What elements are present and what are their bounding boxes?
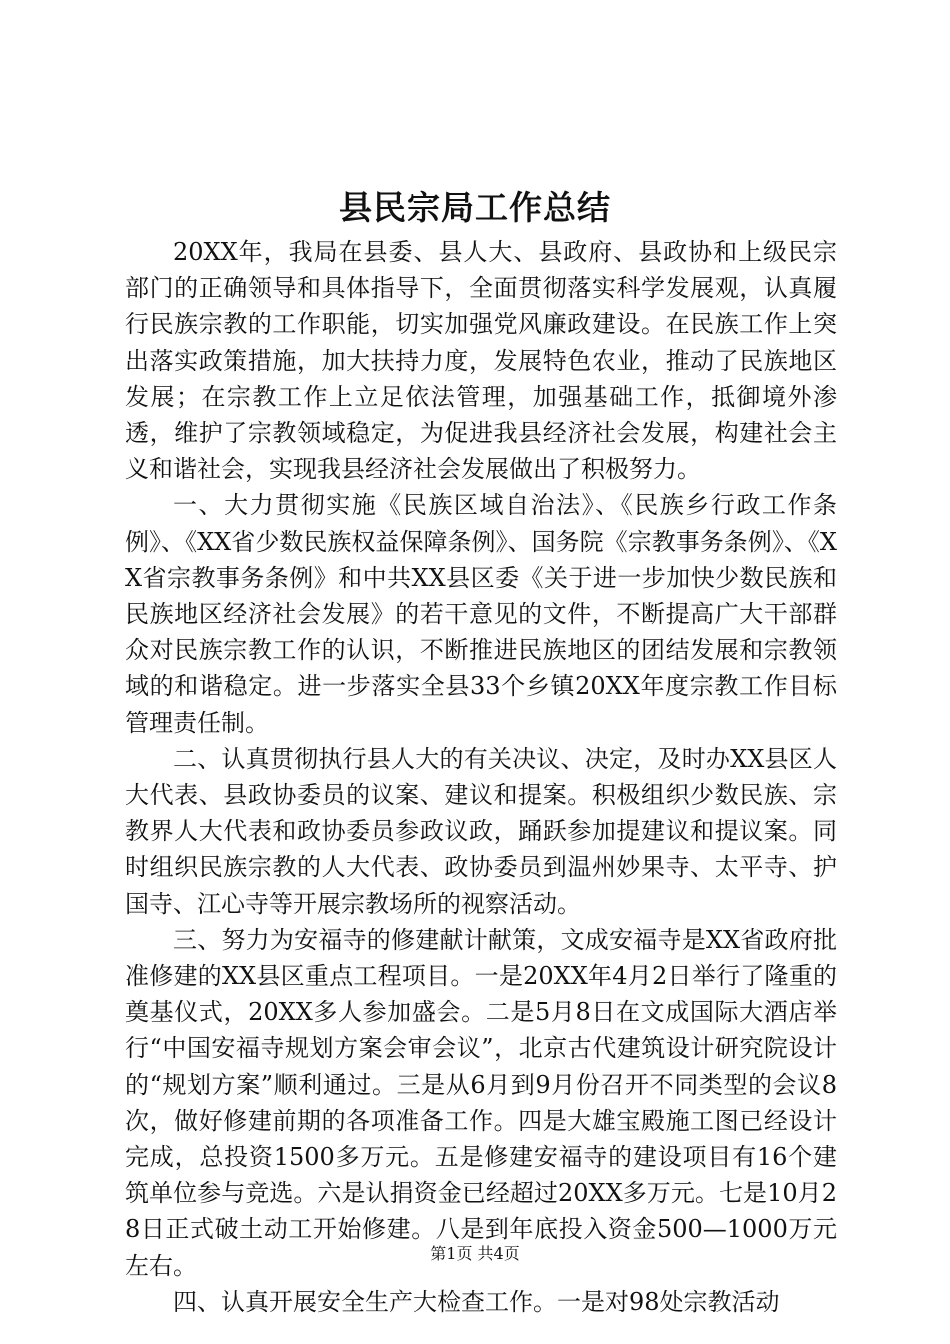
document-body [125,234,837,1320]
paragraph-section-4: 四、认真开展安全生产大检查工作。一是对98处宗教活动 [173,1287,780,1316]
paragraph-intro: 20XX年，我局在县委、县人大、县政府、县政协和上级民宗部门的正确领导和具体指导下，全面贯彻落实科学发展观，认真履行民族宗教的工作职能，切实加强党风廉政建设。在民族工作上突出落实政策措施，加大扶持力度，发展特色农业，推动了民族地区发展；在宗教工作上立足依法管理，加强基础工作，抵御境外渗透，维护了宗教领域稳定，为促进我县经济社会发展，构建社会主义和谐社会，实现我县经济社会发展做出了积极努力。 [125,238,837,484]
paragraph-section-3: 三、努力为安福寺的修建献计献策，文成安福寺是XX省政府批准修建的XX县区重点工程项目。一是20XX年4月2日举行了隆重的奠基仪式，20XX多人参加盛会。二是5月8日在文成国际大酒店举行“中国安福寺规划方案会审会议”，北京古代建筑设计研究院设计的“规划方案”顺利通过。三是从6月到9月份召开不同类型的会议8次，做好修建前期的各项准备工作。四是大雄宝殿施工图已经设计完成，总投资1500多万元。五是修建安福寺的建设项目有16个建筑单位参与竞选。六是认捐资金已经超过20XX多万元。七是10月28日正式破土动工开始修建。八是到年底投入资金500—1000万元左右。 [125,925,837,1280]
paragraph-section-1: 一、大力贯彻实施《民族区域自治法》、《民族乡行政工作条例》、《XX省少数民族权益保障条例》、国务院《宗教事务条例》、《XX省宗教事务条例》和中共XX县区委《关于进一步加快少数民族和民族地区经济社会发展》的若干意见的文件，不断提高广大干部群众对民族宗教工作的认识，不断推进民族地区的团结发展和宗教领域的和谐稳定。进一步落实全县33个乡镇20XX年度宗教工作目标管理责任制。 [125,491,837,737]
page-number-footer: 第1页 共4页 [430,1244,520,1263]
paragraph-section-2: 二、认真贯彻执行县人大的有关决议、决定，及时办XX县区人大代表、县政协委员的议案、建议和提案。积极组织少数民族、宗教界人大代表和政协委员参政议政，踊跃参加提建议和提议案。同时组织民族宗教的人大代表、政协委员到温州妙果寺、太平寺、护国寺、江心寺等开展宗教场所的视察活动。 [125,744,837,918]
document-title: 县民宗局工作总结 [339,188,611,227]
